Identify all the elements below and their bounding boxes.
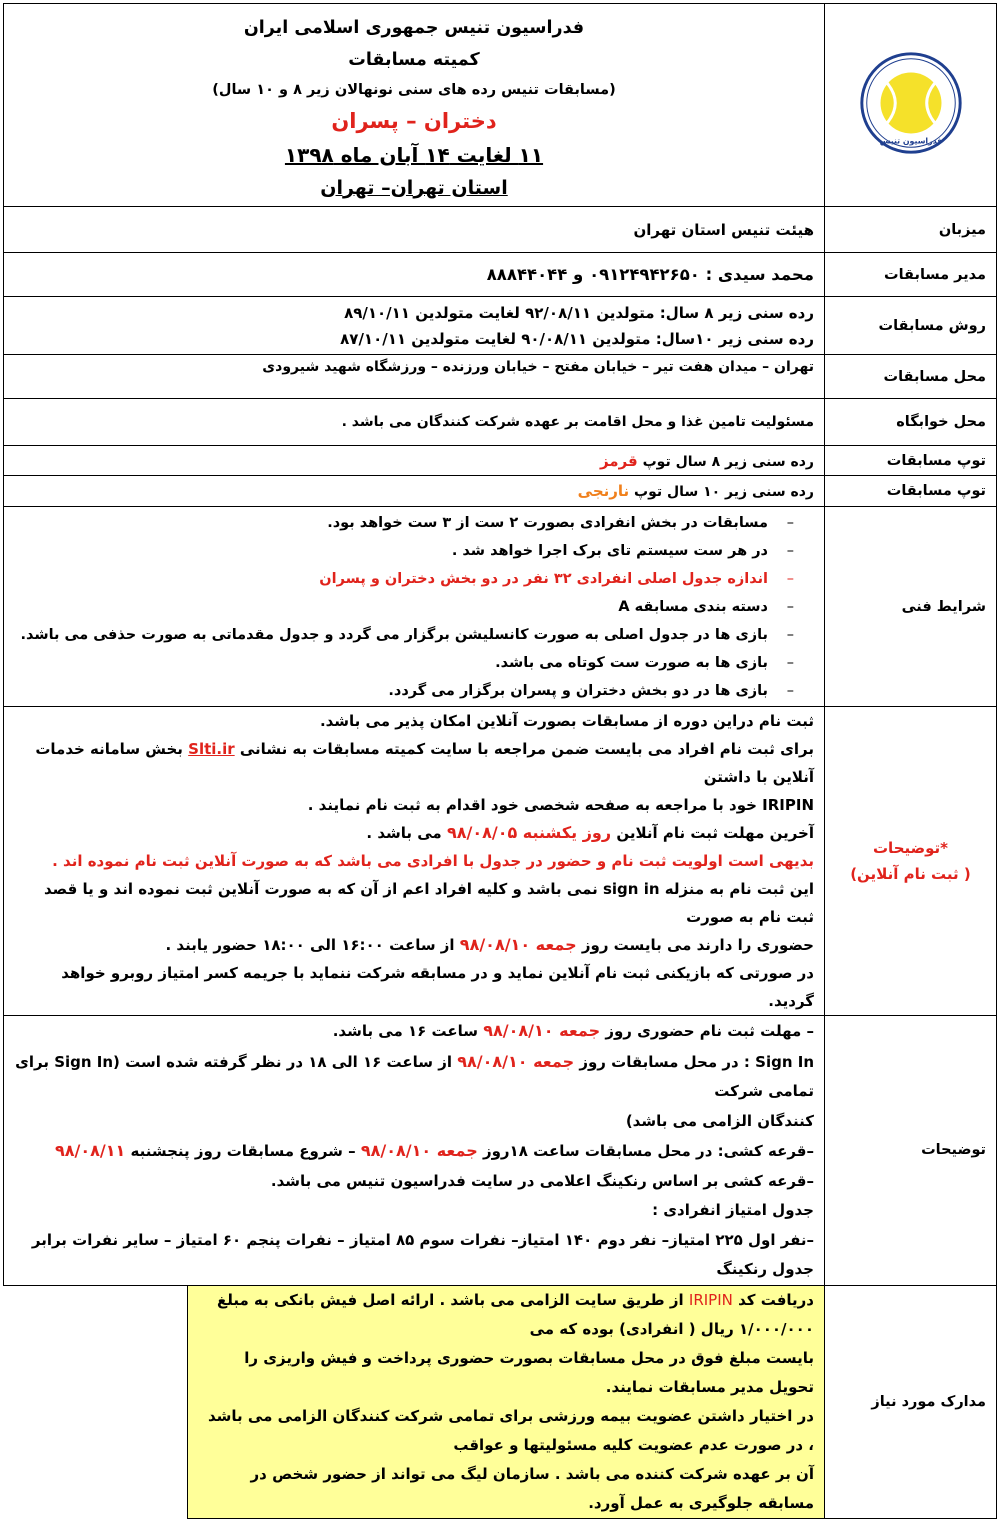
ball-label-under10: توپ مسابقات (825, 476, 997, 507)
online-note: ثبت نام دراین دوره از مسابقات بصورت آنلاین امکان پذیر می باشد. (319, 712, 814, 730)
dorm-value: مسئولیت تامین غذا و محل اقامت بر عهده شرکت کنندگان می باشد . (4, 399, 825, 446)
header-cell (4, 4, 825, 207)
venue-value: تهران – میدان هفت تیر – خیابان مفتح – خیابان ورزنده – ورزشگاه شهید شیرودی (4, 355, 825, 399)
online-note: این ثبت نام به منزله sign in نمی باشد و کلیه افراد اعم از آن که به صورت آنلاین ثبت نموده اند و یا قصد ثبت نام به صورت (44, 880, 814, 926)
online-signin-date: جمعه ۹۸/۰۸/۱۰ (459, 935, 577, 954)
online-deadline: روز یکشنبه ۹۸/۰۸/۰۵ (446, 823, 612, 842)
online-note: برای ثبت نام افراد می بایست ضمن مراجعه با سایت کمیته مسابقات به نشانی Slti.ir بخش سامانه خدمات آنلاین با داشتن (35, 740, 814, 786)
online-note: در صورتی که بازیکنی ثبت نام آنلاین نماید و در مسابقه شرکت ننماید با جریمه کسر امتیاز روبرو خواهد گردید. (61, 964, 814, 1010)
federation-logo (852, 44, 970, 162)
method-row (4, 297, 997, 355)
technical-item: – دسته بندی مسابقه A (14, 593, 768, 621)
note-date: جمعه ۹۸/۰۸/۱۰ (483, 1021, 601, 1040)
ball-label-under8: توپ مسابقات (825, 446, 997, 476)
dorm-label: محل خوابگاه (825, 399, 997, 446)
committee-title: کمیته مسابقات (348, 49, 480, 70)
note-line: جدول امتیاز انفرادی : (652, 1201, 814, 1219)
note-date: جمعه ۹۸/۰۸/۱۰ (360, 1141, 478, 1160)
note-line: –قرعه کشی: در محل مسابقات ساعت ۱۸روز جمعه ۹۸/۰۸/۱۰ – شروع مسابقات روز پنجشنبه ۹۸/۰۸/۱۱ (55, 1141, 814, 1160)
notes-label: توضیحات (825, 1016, 997, 1286)
method-line-under8: رده سنی زیر ۸ سال: متولدین ۹۲/۰۸/۱۱ لغایت متولدین ۸۹/۱۰/۱۱ (344, 303, 814, 322)
ball-value-under8 (4, 446, 825, 476)
technical-item: – مسابقات در بخش انفرادی بصورت ۲ ست از ۳ ست خواهد بود. (14, 509, 768, 537)
notes-cell (4, 1016, 825, 1286)
technical-item: – بازی ها به صورت ست کوتاه می باشد. (14, 649, 768, 677)
technical-list (14, 509, 794, 705)
note-line: Sign In : در محل مسابقات روز جمعه ۹۸/۰۸/۱۰ از ساعت ۱۶ الی ۱۸ در نظر گرفته شده است (Sign In برای تمامی شرکت (15, 1051, 814, 1100)
tournament-table (3, 3, 997, 1519)
manager-label: مدیر مسابقات (825, 253, 997, 297)
header-title-block (4, 20, 824, 198)
venue-label: محل مسابقات (825, 355, 997, 399)
technical-item: – بازی ها در جدول اصلی به صورت کانسلیشن برگزار می گردد و جدول مقدماتی به صورت حذفی می باشد. (14, 621, 768, 649)
logo-bottom-text: فدراسیون تنیس (879, 136, 942, 146)
logo-ring-text (852, 44, 856, 46)
federation-title: فدراسیون تنیس جمهوری اسلامی ایران (243, 18, 585, 39)
online-note: IRIPIN خود با مراجعه به صفحه شخصی خود اقدام به ثبت نام نمایند . (307, 796, 814, 814)
documents-line: در اختیار داشتن عضویت بیمه ورزشی برای تمامی شرکت کنندگان الزامی می باشد ، در صورت عدم عضویت کلیه مسئولیتها و عواقب (207, 1406, 814, 1454)
method-value (4, 297, 825, 355)
svg-text:TENNIS FEDERATION ISLAMIC REPU (852, 44, 856, 46)
note-date: جمعه ۹۸/۰۸/۱۰ (457, 1051, 575, 1071)
note-line: کنندگان الزامی می باشد) (625, 1111, 814, 1130)
province-title: استان تهران– تهران (320, 176, 508, 199)
manager-row (4, 253, 997, 297)
tennis-ball-icon (880, 73, 941, 134)
technical-item-highlight: – اندازه جدول اصلی انفرادی ۳۲ نفر در دو بخش دختران و پسران (14, 565, 768, 593)
documents-line: بایست مبلغ فوق در محل مسابقات بصورت حضوری پرداخت و فیش واریزی را تحویل مدیر مسابقات نمایند. (244, 1348, 814, 1396)
host-label: میزبان (825, 207, 997, 253)
method-label: روش مسابقات (825, 297, 997, 355)
date-title: ۱۱ لغایت ۱۴ آبان ماه ۱۳۹۸ (284, 142, 544, 167)
technical-row (4, 507, 997, 707)
online-label-line2: ( ثبت نام آنلاین) (850, 865, 971, 883)
header-row (4, 4, 997, 207)
technical-label: شرایط فنی (825, 507, 997, 707)
technical-list-cell (4, 507, 825, 707)
venue-row (4, 355, 997, 399)
ball-color-orange: نارنجی (577, 482, 630, 500)
method-line-under10: رده سنی زیر ۱۰سال: متولدین ۹۰/۰۸/۱۱ لغایت متولدین ۸۷/۱۰/۱۱ (340, 329, 814, 348)
logo-cell (825, 4, 997, 207)
ball-row-under8 (4, 446, 997, 476)
note-line: –قرعه کشی بر اساس رنکینگ اعلامی در سایت فدراسیون تنیس می باشد. (270, 1171, 814, 1190)
note-line: –نفر اول ۲۲۵ امتیاز– نفر دوم ۱۴۰ امتیاز– نفرات سوم ۸۵ امتیاز – نفرات پنجم ۶۰ امتیاز – سایر نفرات برابر جدول رنکینگ (31, 1230, 814, 1278)
host-value: هیئت تنیس استان تهران (4, 207, 825, 253)
gender-title: دختران – پسران (331, 108, 497, 133)
notes-row (4, 1016, 997, 1286)
online-priority-note: بدیهی است اولویت ثبت نام و حضور در جدول با افرادی می باشد که به صورت آنلاین ثبت نام نموده اند . (52, 852, 814, 870)
ball-under8-prefix: رده سنی زیر ۸ سال توپ (637, 453, 814, 470)
online-label (825, 707, 997, 1016)
online-registration-row (4, 707, 997, 1016)
iripin-code: IRIPIN (688, 1290, 733, 1309)
manager-value: محمد سیدی : ۰۹۱۲۴۹۴۲۶۵۰ و ۸۸۸۴۴۰۴۴ (4, 253, 825, 297)
online-note: حضوری را دارند می بایست روز جمعه ۹۸/۰۸/۱۰ از ساعت ۱۶:۰۰ الی ۱۸:۰۰ حضور یابند . (165, 935, 814, 954)
dorm-row (4, 399, 997, 446)
host-row (4, 207, 997, 253)
note-line: – مهلت ثبت نام حضوری روز جمعه ۹۸/۰۸/۱۰ ساعت ۱۶ می باشد. (332, 1021, 814, 1040)
technical-item: – در هر ست سیستم تای برک اجرا خواهد شد . (14, 537, 768, 565)
online-notes (4, 707, 825, 1016)
technical-item: – بازی ها در دو بخش دختران و پسران برگزار می گردد. (14, 677, 768, 705)
note-date: ۹۸/۰۸/۱۱ (55, 1141, 126, 1160)
ball-under10-prefix: رده سنی زیر ۱۰ سال توپ (629, 484, 814, 500)
ball-row-under10 (4, 476, 997, 507)
documents-line: دریافت کد IRIPIN از طریق سایت الزامی می باشد . ارائه اصل فیش بانکی به مبلغ ۱/۰۰۰/۰۰۰ ریال ( انفرادی) بوده که می (217, 1290, 814, 1338)
slti-link[interactable]: Slti.ir (188, 740, 235, 758)
documents-label: مدارک مورد نیاز (825, 1285, 997, 1518)
ball-color-red: قرمز (599, 451, 638, 470)
online-note: آخرین مهلت ثبت نام آنلاین روز یکشنبه ۹۸/۰۸/۰۵ می باشد . (366, 823, 814, 842)
online-label-line1: *توضیحات (872, 839, 948, 857)
ball-value-under10 (4, 476, 825, 507)
tournament-subtitle: (مسابقات تنیس رده های سنی نونهالان زیر ۸ و ۱۰ سال) (212, 82, 616, 99)
documents-line: آن بر عهده شرکت کننده می باشد . سازمان لیگ می تواند از حضور شخص در مسابقه جلوگیری به عمل آورد. (250, 1464, 814, 1512)
